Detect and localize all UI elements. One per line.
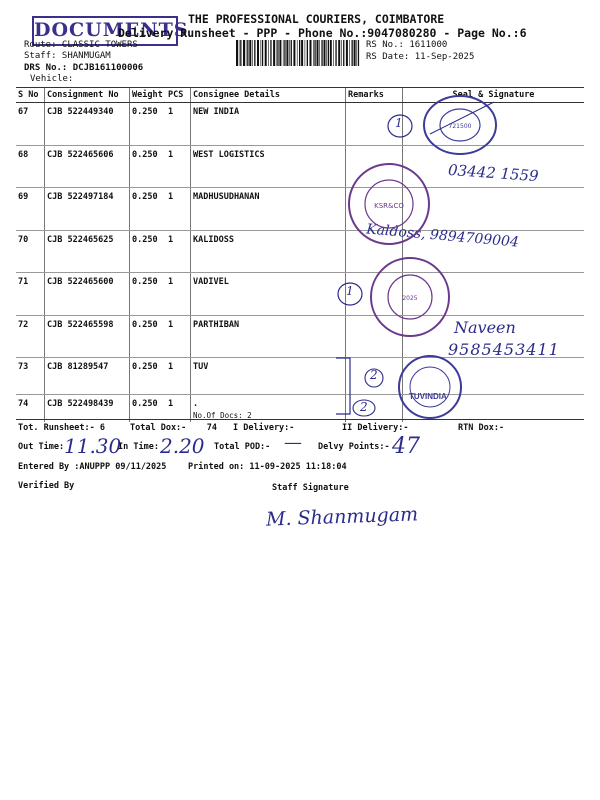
row-consignment: CJB 522465606 xyxy=(45,146,130,188)
row-consignee: PARTHIBAN xyxy=(191,316,346,358)
row-pcs: 1 xyxy=(166,316,191,358)
rtn-dox: RTN Dox:- xyxy=(458,423,505,433)
hand-name-phone-r70: Kaldoss, 9894709004 xyxy=(365,221,520,251)
table-row xyxy=(16,188,584,231)
total-pod-label: Total POD:- xyxy=(214,442,271,452)
documents-stamp: DOCUMENTS xyxy=(32,16,178,46)
row-sno: 68 xyxy=(16,146,45,188)
row-consignment: CJB 522465598 xyxy=(45,316,130,358)
row-pcs: 1 xyxy=(166,358,191,395)
vehicle-text: Vehicle: xyxy=(30,74,74,84)
verified-by: Verified By xyxy=(18,481,75,491)
row-pcs: 1 xyxy=(166,103,191,146)
row-consignee: MADHUSUDHANAN xyxy=(191,188,346,231)
entered-by: Entered By :ANUPPP 09/11/2025 xyxy=(18,462,167,472)
table-row xyxy=(16,395,584,422)
row-pcs: 1 xyxy=(166,188,191,231)
table-row xyxy=(16,358,584,395)
svg-text:2025: 2025 xyxy=(402,295,418,302)
row-weight: 0.250 xyxy=(130,231,167,273)
row-pcs: 1 xyxy=(168,399,174,409)
in-time-value: 2.20 xyxy=(160,434,205,458)
row-sno: 73 xyxy=(16,358,45,395)
delvy-points-label: Delvy Points:- xyxy=(318,442,390,452)
row-weight: 0.250 xyxy=(130,188,167,231)
ii-delivery: II Delivery:- xyxy=(342,423,409,433)
row-pcs: 1 xyxy=(166,146,191,188)
hand-phone-r72: 9585453411 xyxy=(448,340,560,359)
row-pcs: 1 xyxy=(166,273,191,316)
col-consignment: Consignment No xyxy=(45,88,130,103)
hand-mark-r73: 2 xyxy=(370,368,378,382)
total-dox: Total Dox:- 74 xyxy=(130,423,217,433)
tot-runsheet: Tot. Runsheet:- 6 xyxy=(18,423,105,433)
staff-text: Staff: SHANMUGAM xyxy=(24,51,111,61)
barcode-image xyxy=(236,40,362,66)
staff-signature: M. Shanmugam xyxy=(265,503,419,531)
table-row xyxy=(16,273,584,316)
row-weight: 0.250 xyxy=(130,316,167,358)
row-pcs: 1 xyxy=(166,231,191,273)
printed-on: Printed on: 11-09-2025 11:18:04 xyxy=(188,462,347,472)
row-consignment: CJB 81289547 xyxy=(45,358,130,395)
row-consignee: VADIVEL xyxy=(191,273,346,316)
company-title: THE PROFESSIONAL COURIERS, COIMBATORE xyxy=(188,12,445,26)
in-time-label: In Time: xyxy=(118,442,159,452)
row-consignment: CJB 522449340 xyxy=(45,103,130,146)
row-sno: 69 xyxy=(16,188,45,231)
col-sno: S No xyxy=(16,88,45,103)
hand-mark-r71: 1 xyxy=(346,284,354,298)
no-of-docs: No.Of Docs: 2 xyxy=(193,411,252,420)
row-sno: 67 xyxy=(16,103,45,146)
row-consignment: CJB 522498439 xyxy=(45,395,130,422)
delvy-points-value: 47 xyxy=(392,434,420,459)
row-weight: 0.250 xyxy=(130,358,167,395)
row-sno: 70 xyxy=(16,231,45,273)
row-weight: 0.250 xyxy=(130,395,167,422)
col-pcs: PCS xyxy=(166,88,191,103)
hand-mark-r74: 2 xyxy=(360,400,368,414)
i-delivery: I Delivery:- xyxy=(233,423,295,433)
row-consignment: CJB 522465600 xyxy=(45,273,130,316)
row-consignee-name: . xyxy=(193,399,199,409)
rs-date: RS Date: 11-Sep-2025 xyxy=(366,52,475,62)
col-seal-signature: Seal & Signature xyxy=(403,88,585,103)
svg-text:721500: 721500 xyxy=(448,123,472,130)
seal-total-transport xyxy=(364,256,456,338)
rs-number: RS No.: 1611000 xyxy=(366,40,448,50)
row-consignment: CJB 522497184 xyxy=(45,188,130,231)
row-consignee xyxy=(191,395,346,422)
seal-new-india xyxy=(420,94,502,156)
col-consignee: Consignee Details xyxy=(191,88,346,103)
row-consignee: WEST LOGISTICS xyxy=(191,146,346,188)
drs-number: DRS No.: DCJB161100006 xyxy=(24,63,144,73)
col-remarks: Remarks xyxy=(346,88,403,103)
row-consignee: KALIDOSS xyxy=(191,231,346,273)
row-sno: 72 xyxy=(16,316,45,358)
seal-company-secretaries xyxy=(344,162,434,246)
row-weight: 0.250 xyxy=(130,103,167,146)
staff-signature-label: Staff Signature xyxy=(272,483,349,493)
hand-phone-r69: 03442 1559 xyxy=(447,160,540,186)
table-bottom-divider xyxy=(16,419,584,420)
col-weight: Weight xyxy=(130,88,167,103)
row-consignee: NEW INDIA xyxy=(191,103,346,146)
svg-text:KSR&CO: KSR&CO xyxy=(374,202,404,210)
row-consignee: TUV xyxy=(191,358,346,395)
row-weight: 0.250 xyxy=(130,273,167,316)
row-sno: 74 xyxy=(18,399,29,409)
seal-tuv-india xyxy=(394,354,466,420)
sheet-subtitle: Delivery Runsheet - PPP - Phone No.:9047080280 - Page No.:6 xyxy=(118,26,527,40)
out-time-label: Out Time: xyxy=(18,442,65,452)
total-pod-value: — xyxy=(284,432,302,453)
row-consignment: CJB 522465625 xyxy=(45,231,130,273)
row-weight: 0.250 xyxy=(130,146,167,188)
route-text: Route: CLASSIC TOWERS xyxy=(24,40,138,50)
row-sno: 71 xyxy=(16,273,45,316)
out-time-value: 11.30 xyxy=(64,434,122,458)
seal-tuv-brand: TUVINDIA xyxy=(409,392,447,401)
hand-mark-r67: 1 xyxy=(395,116,403,130)
hand-name-r72: Naveen xyxy=(454,318,516,337)
